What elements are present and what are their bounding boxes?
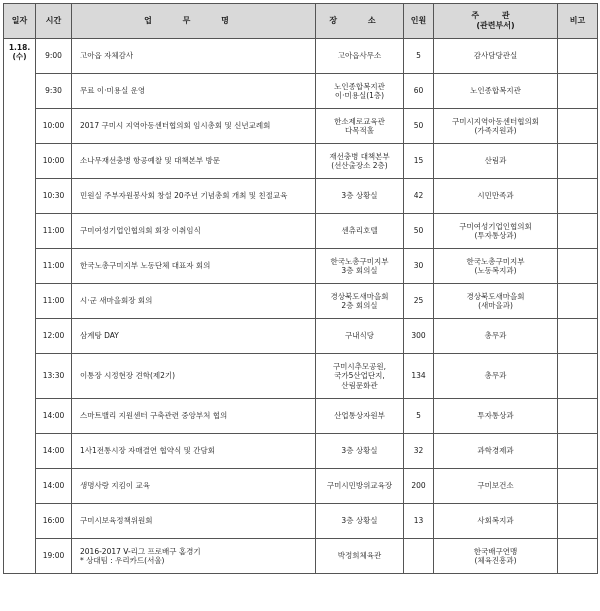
task-cell bbox=[72, 109, 316, 144]
date-text: (수) bbox=[12, 52, 27, 62]
time-cell: 14:00 bbox=[36, 399, 72, 434]
task-text: 삼계탕 DAY bbox=[80, 331, 119, 341]
host-text: (투자통상과) bbox=[474, 231, 517, 240]
task-text: 시·군 새마을회장 회의 bbox=[80, 296, 153, 306]
place-cell bbox=[316, 399, 404, 434]
table-row bbox=[4, 249, 598, 284]
place-cell bbox=[316, 284, 404, 319]
place-cell bbox=[316, 354, 404, 399]
place-text: 한소제로교육관 bbox=[334, 116, 385, 126]
table-row bbox=[4, 284, 598, 319]
table-row bbox=[4, 109, 598, 144]
people-cell bbox=[404, 539, 434, 574]
host-text: 경상북도새마을회 bbox=[466, 291, 525, 301]
note-cell bbox=[558, 434, 598, 469]
host-text: 구미여성기업인협의회 bbox=[459, 221, 532, 231]
note-cell bbox=[558, 399, 598, 434]
task-text: 생명사랑 지킴이 교육 bbox=[80, 481, 150, 491]
task-text: 소나무재선충병 항공예찰 및 대책본부 방문 bbox=[80, 156, 220, 166]
note-cell bbox=[558, 249, 598, 284]
people-cell: 15 bbox=[404, 144, 434, 179]
schedule-body bbox=[4, 39, 598, 574]
note-cell bbox=[558, 539, 598, 574]
task-cell bbox=[72, 74, 316, 109]
task-cell bbox=[72, 504, 316, 539]
header-task: 업 무 명 bbox=[72, 4, 316, 39]
table-row bbox=[4, 39, 598, 74]
note-cell bbox=[558, 504, 598, 539]
place-text: 3층 상황실 bbox=[341, 516, 378, 526]
place-text: 한국노총구미지부 bbox=[330, 256, 389, 266]
note-cell bbox=[558, 39, 598, 74]
host-text: (노동복지과) bbox=[474, 266, 517, 275]
note-cell bbox=[558, 469, 598, 504]
host-cell bbox=[434, 354, 558, 399]
time-cell: 13:30 bbox=[36, 354, 72, 399]
place-text: 고아읍사무소 bbox=[337, 51, 382, 61]
place-text: 박정희체육관 bbox=[337, 551, 382, 561]
place-text: 산림문화관 bbox=[341, 380, 378, 390]
table-row bbox=[4, 504, 598, 539]
place-cell bbox=[316, 144, 404, 179]
host-text: 한국배구연맹 bbox=[473, 546, 518, 556]
task-cell bbox=[72, 434, 316, 469]
host-cell bbox=[434, 399, 558, 434]
table-row bbox=[4, 354, 598, 399]
note-cell bbox=[558, 179, 598, 214]
time-cell: 11:00 bbox=[36, 214, 72, 249]
header-host-label: 주 관 bbox=[471, 11, 520, 20]
time-cell: 16:00 bbox=[36, 504, 72, 539]
task-cell bbox=[72, 179, 316, 214]
note-cell bbox=[558, 354, 598, 399]
host-cell bbox=[434, 179, 558, 214]
table-header-row bbox=[4, 4, 598, 39]
place-cell bbox=[316, 504, 404, 539]
host-cell bbox=[434, 214, 558, 249]
task-text: * 상대팀 : 우리카드(서울) bbox=[80, 556, 165, 565]
host-text: 과학경제과 bbox=[477, 446, 514, 456]
host-cell bbox=[434, 319, 558, 354]
note-cell bbox=[558, 109, 598, 144]
place-text: 경상북도새마을회 bbox=[330, 291, 389, 301]
task-text: 이통장 시정현장 견학(제2기) bbox=[80, 371, 176, 381]
place-text: 3층 상황실 bbox=[341, 191, 378, 201]
task-cell bbox=[72, 39, 316, 74]
host-cell bbox=[434, 284, 558, 319]
place-text: 2층 회의실 bbox=[341, 301, 378, 310]
host-cell bbox=[434, 434, 558, 469]
people-cell: 200 bbox=[404, 469, 434, 504]
time-cell: 10:30 bbox=[36, 179, 72, 214]
note-cell bbox=[558, 284, 598, 319]
host-text: 시민만족과 bbox=[477, 191, 514, 201]
people-cell: 300 bbox=[404, 319, 434, 354]
people-cell: 134 bbox=[404, 354, 434, 399]
time-cell: 19:00 bbox=[36, 539, 72, 574]
people-cell: 32 bbox=[404, 434, 434, 469]
time-cell: 10:00 bbox=[36, 144, 72, 179]
note-cell bbox=[558, 319, 598, 354]
people-cell: 5 bbox=[404, 39, 434, 74]
table-row bbox=[4, 179, 598, 214]
task-text: 1사1전통시장 자매결연 협약식 및 간담회 bbox=[80, 446, 215, 456]
header-date: 일자 bbox=[4, 4, 36, 39]
host-text: (체육진흥과) bbox=[474, 556, 517, 565]
task-cell bbox=[72, 354, 316, 399]
host-cell bbox=[434, 469, 558, 504]
host-cell bbox=[434, 109, 558, 144]
time-cell: 11:00 bbox=[36, 249, 72, 284]
time-cell: 11:00 bbox=[36, 284, 72, 319]
host-cell bbox=[434, 504, 558, 539]
place-cell bbox=[316, 539, 404, 574]
place-text: 3층 회의실 bbox=[341, 266, 378, 275]
table-row bbox=[4, 469, 598, 504]
place-text: 다목적홀 bbox=[345, 126, 374, 135]
header-place: 장 소 bbox=[316, 4, 404, 39]
header-note: 비고 bbox=[558, 4, 598, 39]
task-cell bbox=[72, 284, 316, 319]
host-text: (가족지원과) bbox=[474, 126, 517, 135]
place-cell bbox=[316, 214, 404, 249]
time-cell: 12:00 bbox=[36, 319, 72, 354]
note-cell bbox=[558, 74, 598, 109]
time-cell: 14:00 bbox=[36, 469, 72, 504]
host-cell bbox=[434, 144, 558, 179]
task-text: 민원실 주부자원봉사회 창설 20주년 기념총회 개최 및 친절교육 bbox=[80, 191, 288, 201]
task-text: 구미시보육정책위원회 bbox=[80, 516, 153, 526]
place-cell bbox=[316, 39, 404, 74]
table-row bbox=[4, 539, 598, 574]
place-text: 구미시민방위교육장 bbox=[326, 481, 393, 491]
host-cell bbox=[434, 249, 558, 284]
people-cell: 13 bbox=[404, 504, 434, 539]
task-cell bbox=[72, 249, 316, 284]
host-cell bbox=[434, 539, 558, 574]
place-text: 노인종합복지관 bbox=[334, 81, 385, 91]
task-text: 한국노총구미지부 노동단체 대표자 회의 bbox=[80, 261, 211, 271]
place-cell bbox=[316, 469, 404, 504]
task-text: 2016-2017 V-리그 프로배구 홈경기 bbox=[80, 546, 201, 556]
place-text: 국가5산업단지, bbox=[334, 371, 385, 381]
task-text: 무료 이·미용실 운영 bbox=[80, 86, 146, 96]
people-cell: 25 bbox=[404, 284, 434, 319]
header-people: 인원 bbox=[404, 4, 434, 39]
note-cell bbox=[558, 144, 598, 179]
host-cell bbox=[434, 39, 558, 74]
table-row bbox=[4, 214, 598, 249]
host-text: 노인종합복지관 bbox=[470, 86, 521, 96]
place-cell bbox=[316, 109, 404, 144]
host-text: 총무과 bbox=[484, 331, 507, 341]
place-text: 구내식당 bbox=[345, 331, 374, 341]
task-cell bbox=[72, 399, 316, 434]
host-text: 구미시지역아동센터협의회 bbox=[452, 116, 539, 126]
time-cell: 9:00 bbox=[36, 39, 72, 74]
header-host bbox=[434, 4, 558, 39]
task-text: 고아읍 자체감사 bbox=[80, 51, 134, 61]
table-row bbox=[4, 399, 598, 434]
host-text: 한국노총구미지부 bbox=[466, 256, 525, 266]
people-cell: 30 bbox=[404, 249, 434, 284]
time-cell: 9:30 bbox=[36, 74, 72, 109]
table-row bbox=[4, 434, 598, 469]
task-cell bbox=[72, 144, 316, 179]
date-cell bbox=[4, 39, 36, 574]
place-text: 산업통상자원부 bbox=[334, 411, 385, 421]
host-text: 감사담당관실 bbox=[473, 51, 518, 61]
place-text: 재선충병 대책본부 bbox=[329, 151, 390, 161]
date-text: 1.18. bbox=[8, 43, 31, 52]
host-text: 총무과 bbox=[484, 371, 507, 381]
task-cell bbox=[72, 319, 316, 354]
place-cell bbox=[316, 434, 404, 469]
host-text: 산림과 bbox=[484, 156, 507, 166]
table-row bbox=[4, 144, 598, 179]
time-cell: 10:00 bbox=[36, 109, 72, 144]
place-cell bbox=[316, 249, 404, 284]
task-text: 구미여성기업인협의회 회장 이취임식 bbox=[80, 226, 201, 236]
place-text: 센츄리호텔 bbox=[341, 226, 378, 236]
place-text: 이·미용실(1층) bbox=[334, 91, 385, 100]
task-cell bbox=[72, 214, 316, 249]
table-row bbox=[4, 319, 598, 354]
place-cell bbox=[316, 319, 404, 354]
task-text: 2017 구미시 지역아동센터협의회 임시총회 및 신년교례회 bbox=[80, 121, 271, 131]
table-row bbox=[4, 74, 598, 109]
time-cell: 14:00 bbox=[36, 434, 72, 469]
note-cell bbox=[558, 214, 598, 249]
place-cell bbox=[316, 179, 404, 214]
header-time: 시간 bbox=[36, 4, 72, 39]
place-cell bbox=[316, 74, 404, 109]
host-text: 구미보건소 bbox=[477, 481, 514, 491]
place-text: (선산출장소 2층) bbox=[331, 161, 388, 170]
schedule-table bbox=[3, 3, 598, 574]
people-cell: 50 bbox=[404, 214, 434, 249]
schedule-sheet bbox=[3, 3, 597, 608]
place-text: 구미시추모공원, bbox=[332, 361, 387, 371]
people-cell: 42 bbox=[404, 179, 434, 214]
place-text: 3층 상황실 bbox=[341, 446, 378, 456]
task-text: 스마트밸리 지원센터 구축관련 중앙부처 협의 bbox=[80, 411, 228, 421]
host-text: (새마을과) bbox=[478, 301, 513, 310]
people-cell: 50 bbox=[404, 109, 434, 144]
header-host-sub: (관련부서) bbox=[476, 21, 515, 30]
people-cell: 5 bbox=[404, 399, 434, 434]
task-cell bbox=[72, 539, 316, 574]
host-cell bbox=[434, 74, 558, 109]
people-cell: 60 bbox=[404, 74, 434, 109]
host-text: 사회복지과 bbox=[477, 516, 514, 526]
task-cell bbox=[72, 469, 316, 504]
host-text: 투자통상과 bbox=[477, 411, 514, 421]
